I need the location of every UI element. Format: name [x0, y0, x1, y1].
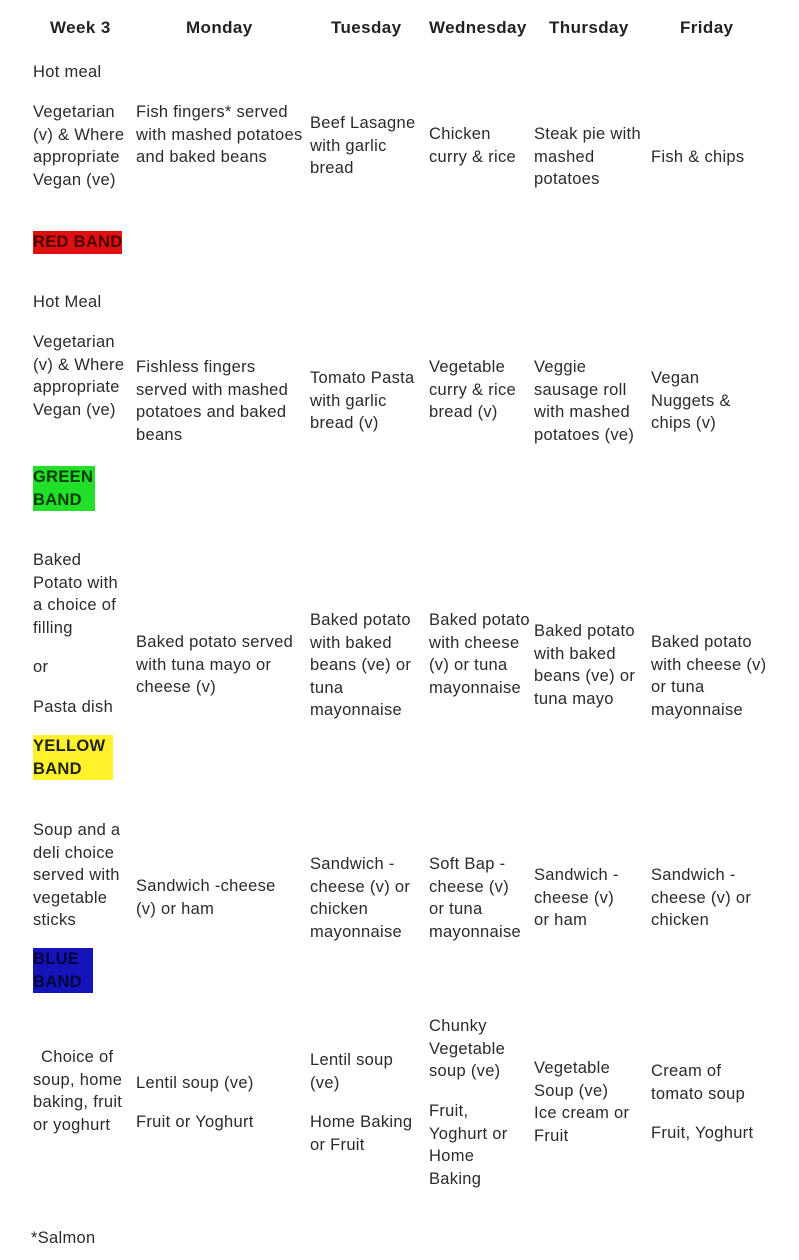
menu-green-monday: Fishless fingers served with mashed potatoes and baked beans — [136, 358, 289, 444]
band-red-badge: RED BAND — [33, 231, 122, 254]
menu-dessert-tuesday-soup: Lentil soup (ve) — [310, 1051, 394, 1092]
menu-yellow-monday: Baked potato served with tuna mayo or cheese (v) — [136, 633, 294, 697]
menu-yellow-thursday: Baked potato with baked beans (ve) or tuna mayo — [534, 622, 636, 708]
menu-dessert-friday-sweet: Fruit, Yoghurt — [651, 1124, 754, 1142]
menu-blue-monday: Sandwich -cheese (v) or ham — [136, 877, 276, 918]
menu-red-thursday: Steak pie with mashed potatoes — [534, 125, 641, 189]
menu-green-tuesday: Tomato Pasta with garlic bread (v) — [310, 369, 415, 433]
day-header-wednesday: Wednesday — [429, 18, 527, 37]
menu-red-friday: Fish & chips — [651, 148, 745, 166]
menu-green-thursday: Veggie sausage roll with mashed potatoes (ve) — [534, 358, 635, 444]
day-header-friday: Friday — [680, 18, 734, 37]
week-header: Week 3 — [50, 18, 111, 37]
row-title-yellow: Baked Potato with a choice of filling — [33, 551, 118, 637]
band-label-green — [33, 466, 95, 511]
row-desc-green: Vegetarian (v) & Where appropriate Vegan (ve) — [33, 333, 125, 419]
row-title-green: Hot Meal — [33, 293, 102, 311]
menu-dessert-monday-sweet: Fruit or Yoghurt — [136, 1113, 254, 1131]
menu-yellow-friday: Baked potato with cheese (v) or tuna mayonnaise — [651, 633, 767, 719]
row-or-yellow: or — [33, 658, 49, 676]
menu-green-friday: Vegan Nuggets & chips (v) — [651, 369, 731, 433]
row-pasta-yellow: Pasta dish — [33, 698, 114, 716]
menu-dessert-wednesday-sweet: Fruit, Yoghurt or Home Baking — [429, 1102, 508, 1188]
band-yellow-badge: YELLOW BAND — [33, 735, 113, 780]
row-title-blue: Soup and a deli choice served with vegetable sticks — [33, 821, 121, 930]
menu-blue-thursday: Sandwich - cheese (v) or ham — [534, 866, 619, 930]
footnote: *Salmon — [31, 1229, 96, 1247]
menu-red-wednesday: Chicken curry & rice — [429, 125, 517, 166]
day-header-tuesday: Tuesday — [331, 18, 402, 37]
row-desc-red: Vegetarian (v) & Where appropriate Vegan (ve) — [33, 103, 125, 189]
menu-dessert-friday-soup: Cream of tomato soup — [651, 1062, 746, 1103]
menu-blue-wednesday: Soft Bap - cheese (v) or tuna mayonnaise — [429, 855, 521, 941]
menu-dessert-tuesday-sweet: Home Baking or Fruit — [310, 1113, 413, 1154]
band-label-red — [33, 231, 133, 254]
day-header-thursday: Thursday — [549, 18, 629, 37]
menu-blue-tuesday: Sandwich - cheese (v) or chicken mayonnaise — [310, 855, 411, 941]
menu-red-tuesday: Beef Lasagne with garlic bread — [310, 114, 416, 178]
menu-red-monday: Fish fingers* served with mashed potatoes and baked beans — [136, 103, 303, 167]
row-title-dessert: Choice of soup, home baking, fruit or yoghurt — [33, 1048, 123, 1134]
band-label-yellow — [33, 735, 113, 780]
menu-dessert-wednesday-soup: Chunky Vegetable soup (ve) — [429, 1017, 506, 1081]
menu-blue-friday: Sandwich - cheese (v) or chicken — [651, 866, 752, 930]
menu-dessert-thursday-sweet: Ice cream or Fruit — [534, 1104, 630, 1145]
menu-green-wednesday: Vegetable curry & rice bread (v) — [429, 358, 517, 422]
menu-dessert-monday-soup: Lentil soup (ve) — [136, 1074, 254, 1092]
band-green-badge: GREEN BAND — [33, 466, 95, 511]
day-header-monday: Monday — [186, 18, 253, 37]
menu-dessert-thursday-soup: Vegetable Soup (ve) — [534, 1059, 611, 1100]
row-title-red: Hot meal — [33, 63, 102, 81]
menu-yellow-tuesday: Baked potato with baked beans (ve) or tuna mayonnaise — [310, 611, 412, 720]
menu-yellow-wednesday: Baked potato with cheese (v) or tuna mayonnaise — [429, 611, 530, 697]
band-label-blue — [33, 948, 93, 993]
band-blue-badge: BLUE BAND — [33, 948, 93, 993]
